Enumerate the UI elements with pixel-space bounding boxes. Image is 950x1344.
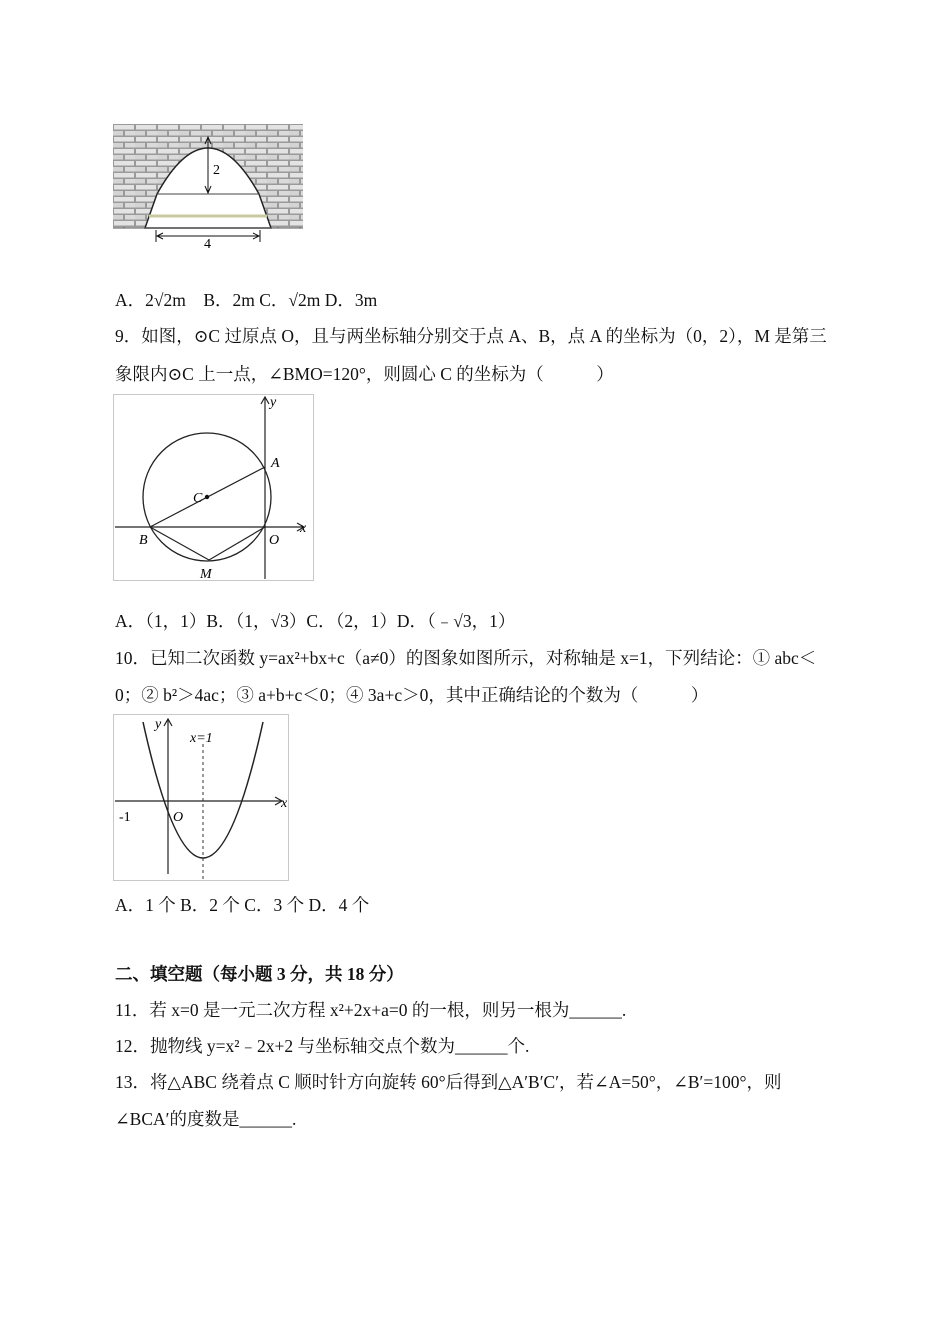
- height-label: 2: [213, 163, 220, 178]
- segment-mo: [209, 527, 265, 560]
- q11-text: 11．若 x=0 是一元二次方程 x²+2x+a=0 的一根，则另一根为______.: [115, 1000, 627, 1020]
- q9-options: A．（1，1）B．（1，√3）C．（2，1）D．（﹣√3，1）: [115, 611, 516, 631]
- label-c: C: [193, 491, 203, 506]
- label-m: M: [200, 567, 212, 582]
- y-axis-label: y: [155, 717, 162, 732]
- arch-bridge-figure: [113, 124, 305, 250]
- symmetry-axis-label: x=1: [190, 731, 213, 746]
- center-c-point: [205, 495, 209, 499]
- label-o: O: [269, 533, 280, 548]
- circle-figure: [113, 394, 315, 582]
- y-axis-label: y: [270, 395, 277, 410]
- label-b: B: [139, 533, 148, 548]
- q9-stem-line1: 9．如图，⊙C 过原点 O，且与两坐标轴分别交于点 A、B，点 A 的坐标为（0，2），M 是第三: [115, 326, 827, 346]
- width-label: 4: [204, 237, 211, 250]
- q13-line2: ∠BCA′的度数是______.: [115, 1109, 297, 1129]
- q10-options: A．1 个 B．2 个 C．3 个 D．4 个: [115, 895, 370, 915]
- label-a: A: [271, 456, 280, 471]
- section-heading: 二、填空题（每小题 3 分，共 18 分）: [115, 964, 404, 984]
- q10-stem-line1: 10．已知二次函数 y=ax²+bx+c（a≠0）的图象如图所示，对称轴是 x=1，下列结论：① abc＜: [115, 648, 817, 668]
- q10-stem-line2: 0；② b²＞4ac；③ a+b+c＜0；④ 3a+c＞0，其中正确结论的个数为（ ）: [115, 685, 709, 705]
- x-axis-label: x: [300, 521, 307, 536]
- neg-one-label: -1: [119, 810, 131, 825]
- q9-stem-line2: 象限内⊙C 上一点，∠BMO=120°，则圆心 C 的坐标为（ ）: [115, 364, 614, 384]
- origin-label: O: [173, 810, 184, 825]
- parabola-figure: [113, 714, 291, 882]
- x-axis-label: x: [281, 796, 288, 811]
- q13-line1: 13．将△ABC 绕着点 C 顺时针方向旋转 60°后得到△A′B′C′，若∠A=50°，∠B′=100°，则: [115, 1072, 782, 1092]
- q8-options: A．2√2m B．2m C．√2m D．3m: [115, 290, 378, 310]
- q12-text: 12．抛物线 y=x²﹣2x+2 与坐标轴交点个数为______个.: [115, 1036, 530, 1056]
